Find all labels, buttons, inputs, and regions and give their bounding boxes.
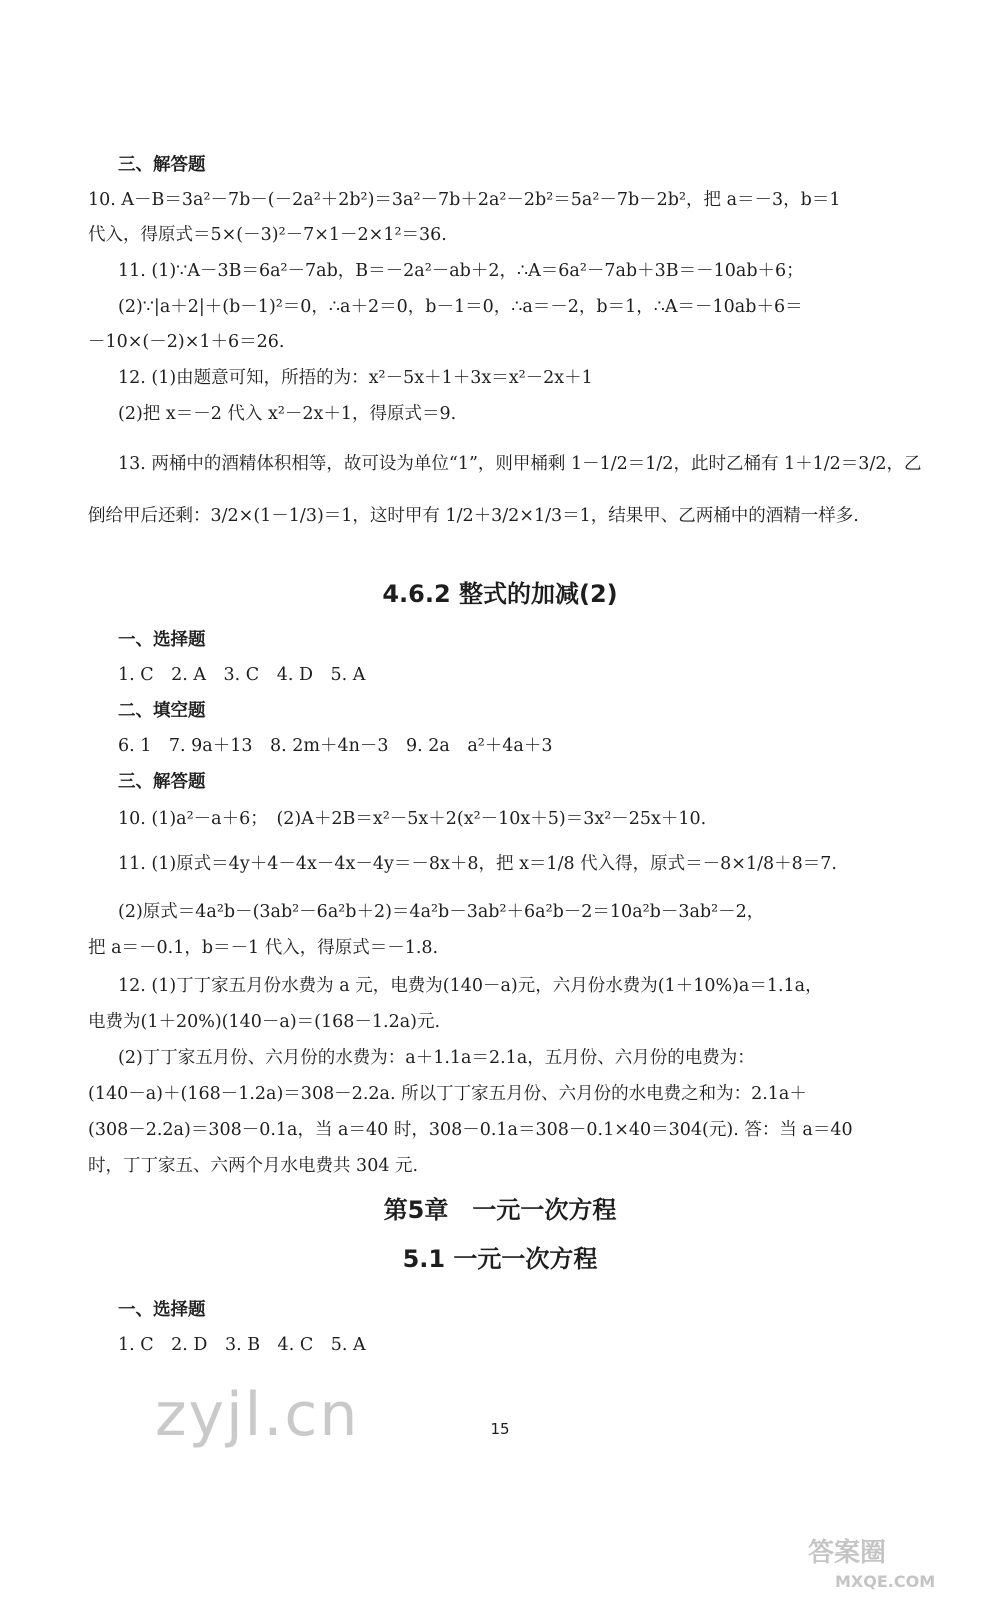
answer-line: 10. A－B＝3a²－7b－(－2a²＋2b²)＝3a²－7b＋2a²－2b²＝5a²－7b－2b²，把 a＝－3，b＝1: [88, 190, 841, 210]
answer-line: 13. 两桶中的酒精体积相等，故可设为单位“1”，则甲桶剩 1－1/2＝1/2，此时乙桶有 1＋1/2＝3/2，乙: [118, 454, 922, 474]
chapter-title: 第5章 一元一次方程: [383, 1196, 617, 1224]
section-title: 5.1 一元一次方程: [402, 1245, 598, 1273]
answer-line: 11. (1)原式＝4y＋4－4x－4x－4y＝－8x＋8，把 x＝1/8 代入得，原式＝－8×1/8＋8＝7.: [118, 854, 837, 874]
answer-line: 1. C 2. A 3. C 4. D 5. A: [118, 665, 366, 685]
watermark-daanquan: 答案圈: [808, 1538, 887, 1568]
section-title: 4.6.2 整式的加减(2): [382, 580, 618, 608]
answer-line: 12. (1)由题意可知，所捂的为：x²－5x＋1＋3x＝x²－2x＋1: [118, 368, 593, 388]
answer-line: (2)∵|a＋2|＋(b－1)²＝0，∴a＋2＝0，b－1＝0，∴a＝－2，b＝1，∴A＝－10ab＋6＝: [118, 297, 803, 317]
section-heading: 三、解答题: [118, 155, 206, 175]
answer-line: 6. 1 7. 9a＋13 8. 2m＋4n－3 9. 2a a²＋4a＋3: [118, 736, 553, 756]
section-heading: 一、选择题: [118, 630, 206, 650]
answer-line: (140－a)＋(168－1.2a)＝308－2.2a. 所以丁丁家五月份、六月份的水电费之和为：2.1a＋: [88, 1084, 807, 1104]
answer-line: 时，丁丁家五、六两个月水电费共 304 元.: [88, 1156, 419, 1176]
section-heading: 二、填空题: [118, 701, 206, 721]
answer-line: (308－2.2a)＝308－0.1a，当 a＝40 时，308－0.1a＝308－0.1×40＝304(元). 答：当 a＝40: [88, 1120, 853, 1140]
answer-line: 把 a＝－0.1，b＝－1 代入，得原式＝－1.8.: [88, 938, 439, 958]
answer-line: 代入，得原式＝5×(－3)²－7×1－2×1²＝36.: [88, 225, 447, 245]
watermark-zyjl: zyjl.cn: [155, 1380, 360, 1450]
answer-line: 11. (1)∵A－3B＝6a²－7ab，B＝－2a²－ab＋2，∴A＝6a²－7ab＋3B＝－10ab＋6；: [118, 261, 804, 281]
answer-line: (2)把 x＝－2 代入 x²－2x＋1，得原式＝9.: [118, 404, 457, 424]
answer-line: (2)丁丁家五月份、六月份的水费为：a＋1.1a＝2.1a，五月份、六月份的电费为：: [118, 1048, 755, 1068]
answer-line: －10×(－2)×1＋6＝26.: [88, 332, 285, 352]
watermark-mxqe: MXQE.COM: [835, 1572, 936, 1591]
answer-line: 1. C 2. D 3. B 4. C 5. A: [118, 1335, 366, 1355]
answer-line: 倒给甲后还剩：3/2×(1－1/3)＝1，这时甲有 1/2＋3/2×1/3＝1，结果甲、乙两桶中的酒精一样多.: [88, 506, 859, 526]
answer-line: (2)原式＝4a²b－(3ab²－6a²b＋2)＝4a²b－3ab²＋6a²b－2＝10a²b－3ab²－2，: [118, 902, 765, 922]
section-heading: 一、选择题: [118, 1300, 206, 1320]
answer-line: 电费为(1＋20%)(140－a)＝(168－1.2a)元.: [88, 1012, 441, 1032]
page-number: 15: [490, 1420, 510, 1438]
answer-line: 10. (1)a²－a＋6； (2)A＋2B＝x²－5x＋2(x²－10x＋5)＝3x²－25x＋10.: [118, 809, 707, 829]
section-heading: 三、解答题: [118, 772, 206, 792]
answer-line: 12. (1)丁丁家五月份水费为 a 元，电费为(140－a)元，六月份水费为(1＋10%)a＝1.1a，: [118, 976, 823, 996]
